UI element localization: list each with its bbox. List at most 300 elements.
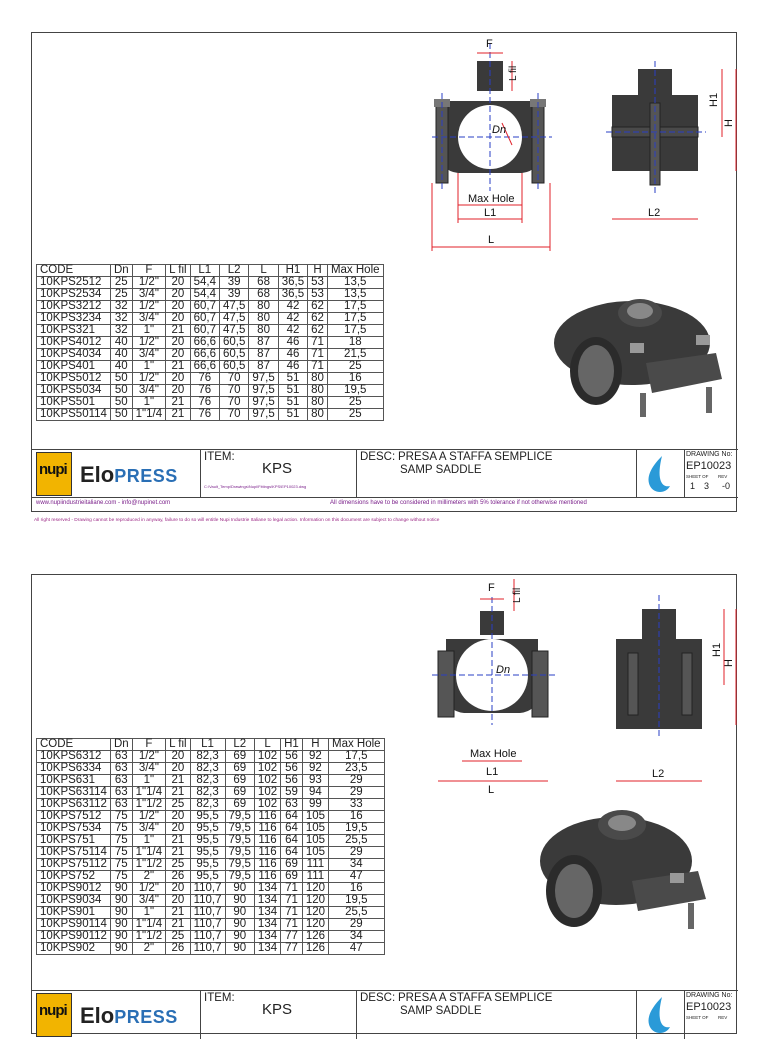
table-cell: 1"1/4 [132, 409, 165, 421]
table-cell: 62 [308, 301, 328, 313]
table-cell: 19,5 [329, 895, 385, 907]
table-row [37, 883, 385, 895]
table-cell: 75 [110, 847, 132, 859]
table-cell: 75 [110, 823, 132, 835]
label-dn: Dn [492, 124, 507, 136]
table-cell: 56 [281, 751, 303, 763]
table-cell: 79,5 [225, 835, 254, 847]
table-cell: 42 [278, 313, 307, 325]
table-cell: 69 [225, 787, 254, 799]
table-cell: 79,5 [225, 823, 254, 835]
table-cell: 69 [225, 751, 254, 763]
table-cell: 105 [302, 823, 328, 835]
table-cell: 51 [278, 373, 307, 385]
table-cell: 71 [281, 895, 303, 907]
table-row [37, 325, 384, 337]
table-row [37, 907, 385, 919]
table-cell: 1"1/2 [132, 859, 165, 871]
table-cell: 1/2" [132, 301, 165, 313]
table-cell: 97,5 [249, 373, 278, 385]
col-header: L2 [225, 739, 254, 751]
table-cell: 60,7 [190, 313, 219, 325]
drawing-number-2: EP10023 [686, 1001, 732, 1013]
table-cell: 116 [254, 871, 280, 883]
desc-cell [356, 449, 637, 498]
table-cell: 40 [110, 337, 132, 349]
table-cell: 10KPS6312 [37, 751, 111, 763]
table-cell: 21 [166, 397, 190, 409]
table-cell: 42 [278, 325, 307, 337]
table-cell: 25,5 [329, 907, 385, 919]
table-cell: 102 [254, 799, 280, 811]
table-cell: 47 [329, 943, 385, 955]
drop-logo-cell-2 [636, 990, 685, 1039]
table-cell: 90 [225, 883, 254, 895]
table-cell: 10KPS902 [37, 943, 111, 955]
table-cell: 71 [308, 361, 328, 373]
table-cell: 21 [166, 907, 190, 919]
table-cell: 60,5 [219, 337, 248, 349]
label-f-2: F [488, 582, 495, 594]
col-header: L1 [190, 265, 219, 277]
item-cell [200, 449, 357, 498]
table-row [37, 931, 385, 943]
label-l1: L1 [484, 207, 497, 219]
table-cell: 32 [110, 301, 132, 313]
outlet-boss-2 [480, 611, 504, 635]
side-view-2 [616, 595, 736, 781]
table-cell: 95,5 [190, 811, 225, 823]
table-cell: 3/4" [132, 763, 165, 775]
table-cell: 25 [327, 397, 383, 409]
table-cell: 60,7 [190, 301, 219, 313]
table-cell: 1" [132, 361, 165, 373]
table-row [37, 763, 385, 775]
label-h1: H1 [708, 92, 720, 107]
table-cell: 17,5 [327, 301, 383, 313]
table-cell: 105 [302, 847, 328, 859]
table-cell: 76 [190, 397, 219, 409]
label-l1-2: L1 [486, 766, 499, 778]
table-cell: 25 [327, 361, 383, 373]
table-cell: 134 [254, 919, 280, 931]
table-cell: 80 [308, 385, 328, 397]
table-cell: 110,7 [190, 883, 225, 895]
table-cell: 93 [302, 775, 328, 787]
table-cell: 39 [219, 289, 248, 301]
table-cell: 20 [166, 289, 190, 301]
table-row [37, 943, 385, 955]
table-cell: 10KPS50114 [37, 409, 111, 421]
table-cell: 63 [110, 763, 132, 775]
table-cell: 90 [110, 931, 132, 943]
table-cell: 20 [166, 313, 190, 325]
table-cell: 120 [302, 919, 328, 931]
table-cell: 34 [329, 931, 385, 943]
table-cell: 25 [166, 931, 190, 943]
table-cell: 18 [327, 337, 383, 349]
table-cell: 10KPS90114 [37, 919, 111, 931]
table-cell: 20 [166, 373, 190, 385]
water-drop-icon [636, 450, 684, 498]
table-cell: 111 [302, 871, 328, 883]
table-cell: 80 [308, 373, 328, 385]
table-cell: 63 [110, 775, 132, 787]
table-cell: 75 [110, 871, 132, 883]
brand-area [32, 449, 201, 498]
table-cell: 47,5 [219, 301, 248, 313]
table-cell: 10KPS3212 [37, 301, 111, 313]
col-header: H1 [281, 739, 303, 751]
table-cell: 69 [281, 871, 303, 883]
label-maxhole-2: Max Hole [470, 748, 517, 760]
table-cell: 70 [219, 409, 248, 421]
col-header: L [254, 739, 280, 751]
table-row [37, 847, 385, 859]
table-cell: 39 [219, 277, 248, 289]
table-cell: 10KPS4012 [37, 337, 111, 349]
table-cell: 17,5 [327, 325, 383, 337]
drawing-sheet-2 [31, 574, 737, 1034]
table-cell: 3/4" [132, 289, 165, 301]
nupi-logo-text: nupi [39, 461, 67, 478]
table-cell: 87 [249, 349, 278, 361]
table-cell: 46 [278, 349, 307, 361]
table-cell: 90 [110, 943, 132, 955]
drawing-label-2: DRAWING No: [686, 992, 733, 999]
table-cell: 20 [166, 823, 190, 835]
table-cell: 92 [302, 763, 328, 775]
table-row [37, 823, 385, 835]
table-cell: 116 [254, 835, 280, 847]
table-cell: 70 [219, 385, 248, 397]
logo-press-2: PRESS [114, 1007, 178, 1027]
col-header: L2 [219, 265, 248, 277]
table-cell: 90 [110, 919, 132, 931]
table-row [37, 775, 385, 787]
table-cell: 120 [302, 895, 328, 907]
table-cell: 80 [308, 409, 328, 421]
table-cell: 1"1/2 [132, 931, 165, 943]
table-cell: 21,5 [327, 349, 383, 361]
rev-label: REV [718, 474, 728, 479]
table-cell: 80 [249, 301, 278, 313]
table-cell: 33 [329, 799, 385, 811]
table-cell: 76 [190, 385, 219, 397]
table-cell: 79,5 [225, 811, 254, 823]
table-cell: 32 [110, 325, 132, 337]
table-cell: 51 [278, 397, 307, 409]
table-cell: 110,7 [190, 943, 225, 955]
technical-drawings-2 [392, 575, 738, 825]
table-cell: 90 [225, 943, 254, 955]
table-row [37, 301, 384, 313]
table-cell: 71 [308, 349, 328, 361]
table-cell: 2" [132, 943, 165, 955]
item-value: KPS [262, 460, 293, 477]
table-cell: 1/2" [132, 373, 165, 385]
table-cell: 75 [110, 859, 132, 871]
table-cell: 29 [329, 787, 385, 799]
table-cell: 50 [110, 397, 132, 409]
drop-logo-cell [636, 449, 685, 498]
elopress-logo [80, 462, 178, 488]
col-header: CODE [37, 265, 111, 277]
label-l: L [488, 234, 495, 246]
table-cell: 90 [225, 895, 254, 907]
table-cell: 63 [110, 787, 132, 799]
table-row [37, 799, 385, 811]
table-cell: 97,5 [249, 397, 278, 409]
col-header: CODE [37, 739, 111, 751]
table-cell: 102 [254, 763, 280, 775]
drawing-sheet-1 [31, 32, 737, 512]
table-cell: 62 [308, 325, 328, 337]
table-cell: 134 [254, 895, 280, 907]
table-cell: 79,5 [225, 871, 254, 883]
table-row [37, 277, 384, 289]
technical-drawings [392, 33, 738, 283]
table-cell: 76 [190, 409, 219, 421]
desc-line2: SAMP SADDLE [400, 464, 482, 476]
table-cell: 21 [166, 325, 190, 337]
isometric-view [536, 283, 732, 443]
side-view [606, 61, 736, 219]
item-cell-2 [200, 990, 357, 1039]
sheet-total: 3 [704, 481, 710, 491]
table-cell: 21 [166, 409, 190, 421]
table-cell: 21 [166, 775, 190, 787]
table-cell: 90 [225, 907, 254, 919]
table-cell: 97,5 [249, 385, 278, 397]
side-bolt-a [628, 653, 638, 715]
table-cell: 1"1/4 [132, 847, 165, 859]
table-cell: 95,5 [190, 847, 225, 859]
table-cell: 40 [110, 361, 132, 373]
table-cell: 70 [219, 397, 248, 409]
table-cell: 20 [166, 811, 190, 823]
table-cell: 25 [327, 409, 383, 421]
col-header: L fil [166, 739, 190, 751]
table-cell: 50 [110, 385, 132, 397]
table-cell: 54,4 [190, 277, 219, 289]
table-cell: 10KPS63114 [37, 787, 111, 799]
table-cell: 63 [281, 799, 303, 811]
table-cell: 90 [110, 883, 132, 895]
side-bolt-b [682, 653, 692, 715]
table-cell: 21 [166, 787, 190, 799]
col-header: H [302, 739, 328, 751]
water-drop-icon [636, 991, 684, 1039]
table-cell: 134 [254, 943, 280, 955]
table-cell: 116 [254, 823, 280, 835]
table-cell: 66,6 [190, 361, 219, 373]
table-cell: 10KPS401 [37, 361, 111, 373]
table-cell: 111 [302, 859, 328, 871]
table-cell: 116 [254, 859, 280, 871]
table-cell: 20 [166, 895, 190, 907]
label-lfil-2: L fil [512, 587, 523, 603]
table-cell: 10KPS752 [37, 871, 111, 883]
elopress-logo-2 [80, 1003, 178, 1029]
drawing-label: DRAWING No: [686, 451, 733, 458]
table-cell: 77 [281, 931, 303, 943]
label-h-2: H [723, 659, 735, 667]
table-cell: 20 [166, 385, 190, 397]
col-header: Max Hole [329, 739, 385, 751]
table-cell: 116 [254, 847, 280, 859]
table-cell: 21 [166, 835, 190, 847]
table-cell: 3/4" [132, 823, 165, 835]
disclaimer: All right reserved - Drawing cannot be reproduced in anyway, failure to do so will entitle Nupi Industrie Italiane to legal action. Information on this document are subject to change without notice [34, 518, 440, 523]
label-maxhole: Max Hole [468, 193, 515, 205]
table-cell: 3/4" [132, 313, 165, 325]
table-cell: 10KPS901 [37, 907, 111, 919]
table-cell: 16 [327, 373, 383, 385]
table-cell: 63 [110, 799, 132, 811]
table-row [37, 787, 385, 799]
dimensions-note: All dimensions have to be considered in millimeters with 5% tolerance if not otherwise mentioned [330, 500, 587, 506]
table-cell: 79,5 [225, 847, 254, 859]
table-cell: 56 [281, 763, 303, 775]
label-dn-2: Dn [496, 664, 511, 676]
table-cell: 17,5 [329, 751, 385, 763]
table-cell: 1"1/2 [132, 799, 165, 811]
table-cell: 102 [254, 787, 280, 799]
table-cell: 20 [166, 349, 190, 361]
table-cell: 110,7 [190, 895, 225, 907]
table-cell: 68 [249, 277, 278, 289]
table-cell: 105 [302, 811, 328, 823]
table-row [37, 751, 385, 763]
table-cell: 82,3 [190, 799, 225, 811]
table-cell: 63 [110, 751, 132, 763]
table-cell: 10KPS75114 [37, 847, 111, 859]
title-block-2 [32, 990, 738, 1050]
table-cell: 10KPS9034 [37, 895, 111, 907]
desc-line2-2: SAMP SADDLE [400, 1005, 482, 1017]
col-header: F [132, 739, 165, 751]
table-cell: 54,4 [190, 289, 219, 301]
table-cell: 60,5 [219, 349, 248, 361]
title-block [32, 449, 738, 509]
table-cell: 120 [302, 883, 328, 895]
table-cell: 10KPS9012 [37, 883, 111, 895]
table-cell: 77 [281, 943, 303, 955]
table-cell: 13,5 [327, 277, 383, 289]
col-header: H1 [278, 265, 307, 277]
table-cell: 10KPS75112 [37, 859, 111, 871]
table-cell: 20 [166, 763, 190, 775]
table-cell: 10KPS321 [37, 325, 111, 337]
table-cell: 42 [278, 301, 307, 313]
table-cell: 23,5 [329, 763, 385, 775]
table-cell: 82,3 [190, 751, 225, 763]
table-cell: 47,5 [219, 313, 248, 325]
table-cell: 90 [225, 919, 254, 931]
table-cell: 70 [219, 373, 248, 385]
table-cell: 105 [302, 835, 328, 847]
table-cell: 53 [308, 277, 328, 289]
table-cell: 110,7 [190, 907, 225, 919]
rev-label-2: REV [718, 1015, 728, 1020]
table-cell: 66,6 [190, 337, 219, 349]
table-cell: 47 [329, 871, 385, 883]
table-cell: 20 [166, 751, 190, 763]
table-cell: 71 [308, 337, 328, 349]
table-cell: 2" [132, 871, 165, 883]
table-cell: 87 [249, 361, 278, 373]
table-cell: 110,7 [190, 931, 225, 943]
table-cell: 75 [110, 835, 132, 847]
table-cell: 17,5 [327, 313, 383, 325]
table-cell: 80 [249, 313, 278, 325]
table-cell: 71 [281, 883, 303, 895]
table-row [37, 895, 385, 907]
website-link[interactable]: www.nupiindustrieitaliane.com - info@nupinet.com [36, 500, 171, 506]
label-h1-2: H1 [711, 642, 723, 657]
label-l2: L2 [648, 207, 661, 219]
table-cell: 90 [110, 907, 132, 919]
table-row [37, 373, 384, 385]
table-cell: 90 [225, 931, 254, 943]
table-cell: 134 [254, 907, 280, 919]
table-cell: 120 [302, 907, 328, 919]
desc-label-2: DESC: [360, 992, 396, 1004]
table-header-row [37, 265, 384, 277]
table-cell: 60,7 [190, 325, 219, 337]
table-cell: 92 [302, 751, 328, 763]
table-row [37, 811, 385, 823]
table-cell: 1" [132, 325, 165, 337]
sheet-label-2: SHEET OF [686, 1015, 709, 1020]
table-cell: 69 [225, 775, 254, 787]
table-cell: 10KPS2534 [37, 289, 111, 301]
col-header: L [249, 265, 278, 277]
table-cell: 21 [166, 361, 190, 373]
table-cell: 126 [302, 943, 328, 955]
table-cell: 71 [281, 907, 303, 919]
item-label-2: ITEM: [204, 992, 235, 1004]
table-row [37, 919, 385, 931]
drawing-number-cell-2 [684, 990, 738, 1039]
table-cell: 21 [166, 919, 190, 931]
table-cell: 20 [166, 883, 190, 895]
spec-table-2 [36, 738, 385, 955]
table-cell: 1"1/4 [132, 787, 165, 799]
table-cell: 29 [329, 847, 385, 859]
table-cell: 1/2" [132, 811, 165, 823]
sheet-label: SHEET OF [686, 474, 709, 479]
col-header: F [132, 265, 165, 277]
drawing-number: EP10023 [686, 460, 732, 472]
table-cell: 26 [166, 871, 190, 883]
table-cell: 69 [225, 799, 254, 811]
table-row [37, 397, 384, 409]
table-cell: 66,6 [190, 349, 219, 361]
table-cell: 53 [308, 289, 328, 301]
table-cell: 10KPS7512 [37, 811, 111, 823]
brand-area-2 [32, 990, 201, 1039]
right-bolt-2 [532, 651, 548, 717]
table-cell: 1/2" [132, 277, 165, 289]
table-cell: 62 [308, 313, 328, 325]
table-cell: 82,3 [190, 763, 225, 775]
table-cell: 20 [166, 337, 190, 349]
table-row [37, 409, 384, 421]
table-cell: 10KPS631 [37, 775, 111, 787]
table-cell: 26 [166, 943, 190, 955]
